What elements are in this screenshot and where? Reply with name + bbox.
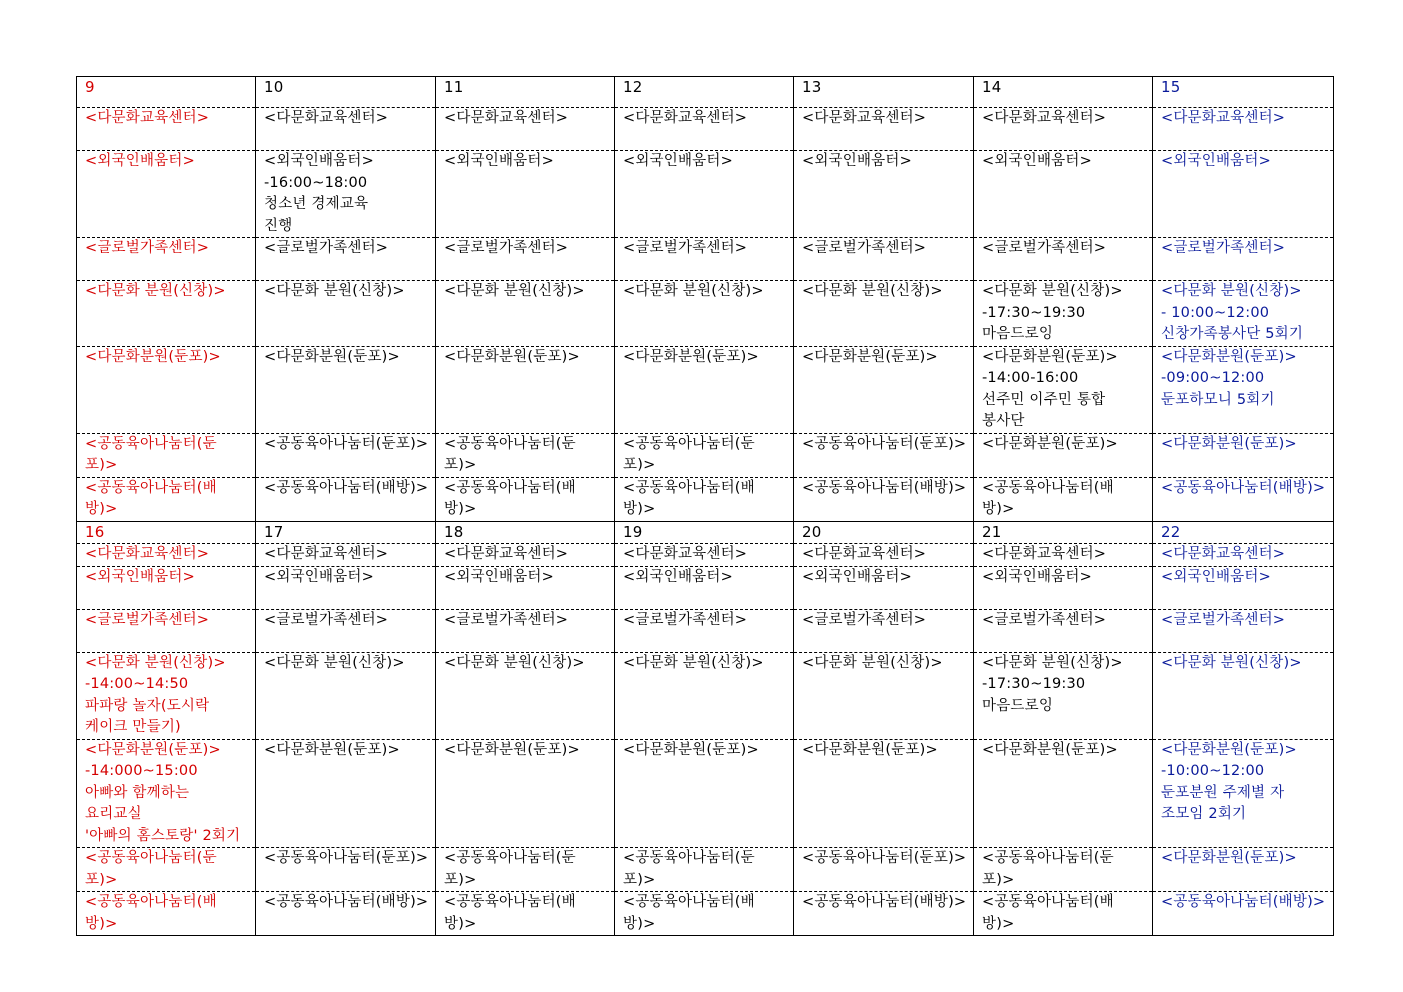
schedule-cell: <다문화 분원(신창)> — [256, 652, 436, 739]
day-number: 17 — [256, 521, 436, 544]
week-2-education-center-row — [77, 544, 1334, 567]
schedule-cell: <글로벌가족센터> — [1153, 238, 1334, 281]
schedule-cell: <다문화분원(둔포)> — [1153, 433, 1334, 477]
schedule-cell: <다문화교육센터> — [794, 544, 974, 567]
schedule-cell: <외국인배움터> — [1153, 566, 1334, 609]
schedule-cell: <다문화분원(둔포)> — [256, 739, 436, 848]
week-2-sinchang-branch-row — [77, 652, 1334, 739]
schedule-cell: <공동육아나눔터(둔포)> — [77, 433, 256, 477]
schedule-cell: <다문화 분원(신창)> — [77, 281, 256, 347]
day-number: 20 — [794, 521, 974, 544]
schedule-cell: <공동육아나눔터(둔포)> — [615, 848, 794, 892]
schedule-cell: <공동육아나눔터(둔포)> — [436, 433, 615, 477]
week-1-sinchang-branch-row — [77, 281, 1334, 347]
schedule-cell: <다문화분원(둔포)> — [615, 346, 794, 433]
schedule-cell: <다문화분원(둔포)> — [794, 739, 974, 848]
schedule-cell: <다문화교육센터> — [436, 108, 615, 151]
week-2-date-row — [77, 521, 1334, 544]
schedule-cell: <공동육아나눔터(둔포)> — [256, 848, 436, 892]
schedule-cell: <다문화교육센터> — [77, 108, 256, 151]
schedule-cell: <다문화 분원(신창)> — [256, 281, 436, 347]
schedule-cell: <다문화교육센터> — [77, 544, 256, 567]
week-1-childcare-dunpo-row — [77, 433, 1334, 477]
schedule-cell: <다문화교육센터> — [256, 544, 436, 567]
week-1-childcare-baebang-row — [77, 477, 1334, 521]
schedule-cell: <공동육아나눔터(둔포)> — [256, 433, 436, 477]
schedule-cell: <공동육아나눔터(둔포)> — [794, 848, 974, 892]
schedule-cell: <다문화교육센터> — [1153, 108, 1334, 151]
schedule-cell: <글로벌가족센터> — [77, 609, 256, 652]
schedule-cell: <공동육아나눔터(배방)> — [256, 477, 436, 521]
day-number: 10 — [256, 77, 436, 108]
day-number: 22 — [1153, 521, 1334, 544]
schedule-cell: <공동육아나눔터(배방)> — [974, 892, 1153, 936]
schedule-cell: <다문화 분원(신창)> — [794, 652, 974, 739]
schedule-cell: <다문화 분원(신창)> — [615, 281, 794, 347]
schedule-cell: <공동육아나눔터(둔포)> — [77, 848, 256, 892]
week-1-date-row — [77, 77, 1334, 108]
schedule-cell: <다문화분원(둔포)> -09:00~12:00 둔포하모니 5회기 — [1153, 346, 1334, 433]
day-number: 9 — [77, 77, 256, 108]
schedule-cell: <글로벌가족센터> — [436, 238, 615, 281]
schedule-cell: <다문화 분원(신창)> — [436, 281, 615, 347]
schedule-cell: <공동육아나눔터(배방)> — [77, 477, 256, 521]
schedule-cell: <다문화교육센터> — [436, 544, 615, 567]
schedule-cell: <공동육아나눔터(배방)> — [974, 477, 1153, 521]
schedule-cell: <다문화분원(둔포)> — [615, 739, 794, 848]
schedule-cell: <공동육아나눔터(배방)> — [794, 892, 974, 936]
calendar-table — [76, 76, 1334, 936]
schedule-cell: <외국인배움터> — [615, 566, 794, 609]
schedule-cell: <다문화교육센터> — [794, 108, 974, 151]
schedule-cell: <글로벌가족센터> — [436, 609, 615, 652]
schedule-cell: <다문화 분원(신창)> — [794, 281, 974, 347]
schedule-cell: <공동육아나눔터(배방)> — [615, 892, 794, 936]
schedule-cell: <다문화교육센터> — [1153, 544, 1334, 567]
schedule-cell: <다문화 분원(신창)> -14:00~14:50 파파랑 놀자(도시락 케이크 만들기) — [77, 652, 256, 739]
schedule-cell: <글로벌가족센터> — [256, 609, 436, 652]
week-1-global-family-center-row — [77, 238, 1334, 281]
day-number: 16 — [77, 521, 256, 544]
schedule-cell: <다문화분원(둔포)> -10:00~12:00 둔포분원 주제별 자 조모임 2회기 — [1153, 739, 1334, 848]
schedule-cell: <외국인배움터> — [77, 151, 256, 238]
schedule-cell: <다문화분원(둔포)> — [256, 346, 436, 433]
schedule-cell: <외국인배움터> — [256, 566, 436, 609]
schedule-cell: <공동육아나눔터(배방)> — [615, 477, 794, 521]
week-2-dunpo-branch-row — [77, 739, 1334, 848]
schedule-cell: <다문화교육센터> — [615, 544, 794, 567]
schedule-cell: <공동육아나눔터(배방)> — [256, 892, 436, 936]
schedule-cell: <글로벌가족센터> — [794, 238, 974, 281]
schedule-cell: <글로벌가족센터> — [974, 238, 1153, 281]
schedule-cell: <글로벌가족센터> — [1153, 609, 1334, 652]
calendar-body — [77, 77, 1334, 936]
schedule-cell: <공동육아나눔터(배방)> — [436, 477, 615, 521]
day-number: 18 — [436, 521, 615, 544]
day-number: 13 — [794, 77, 974, 108]
schedule-cell: <다문화분원(둔포)> — [794, 346, 974, 433]
day-number: 21 — [974, 521, 1153, 544]
week-1-dunpo-branch-row — [77, 346, 1334, 433]
schedule-cell: <글로벌가족센터> — [615, 238, 794, 281]
schedule-cell: <공동육아나눔터(둔포)> — [615, 433, 794, 477]
schedule-cell: <다문화분원(둔포)> -14:00-16:00 선주민 이주민 통합 봉사단 — [974, 346, 1153, 433]
schedule-cell: <공동육아나눔터(배방)> — [794, 477, 974, 521]
schedule-cell: <외국인배움터> -16:00~18:00 청소년 경제교육 진행 — [256, 151, 436, 238]
schedule-cell: <다문화교육센터> — [974, 108, 1153, 151]
schedule-cell: <글로벌가족센터> — [974, 609, 1153, 652]
schedule-cell: <글로벌가족센터> — [794, 609, 974, 652]
schedule-cell: <외국인배움터> — [77, 566, 256, 609]
week-1-foreigner-learning-row — [77, 151, 1334, 238]
schedule-cell: <외국인배움터> — [1153, 151, 1334, 238]
day-number: 11 — [436, 77, 615, 108]
week-2-foreigner-learning-row — [77, 566, 1334, 609]
schedule-cell: <외국인배움터> — [615, 151, 794, 238]
schedule-cell: <다문화 분원(신창)> — [436, 652, 615, 739]
schedule-cell: <다문화교육센터> — [256, 108, 436, 151]
day-number: 15 — [1153, 77, 1334, 108]
schedule-cell: <외국인배움터> — [436, 151, 615, 238]
week-2-childcare-dunpo-row — [77, 848, 1334, 892]
schedule-cell: <공동육아나눔터(배방)> — [1153, 477, 1334, 521]
schedule-cell: <다문화분원(둔포)> — [436, 739, 615, 848]
schedule-cell: <공동육아나눔터(배방)> — [77, 892, 256, 936]
schedule-cell: <다문화 분원(신창)> -17:30~19:30 마음드로잉 — [974, 652, 1153, 739]
schedule-cell: <글로벌가족센터> — [77, 238, 256, 281]
schedule-cell: <외국인배움터> — [436, 566, 615, 609]
schedule-cell: <글로벌가족센터> — [615, 609, 794, 652]
schedule-cell: <외국인배움터> — [974, 566, 1153, 609]
schedule-cell: <공동육아나눔터(배방)> — [436, 892, 615, 936]
schedule-cell: <다문화분원(둔포)> -14:000~15:00 아빠와 함께하는 요리교실 '아빠의 홈스토랑' 2회기 — [77, 739, 256, 848]
schedule-cell: <공동육아나눔터(둔포)> — [974, 848, 1153, 892]
schedule-cell: <다문화 분원(신창)> -17:30~19:30 마음드로잉 — [974, 281, 1153, 347]
schedule-cell: <다문화분원(둔포)> — [974, 433, 1153, 477]
schedule-cell: <공동육아나눔터(둔포)> — [794, 433, 974, 477]
week-2-childcare-baebang-row — [77, 892, 1334, 936]
schedule-cell: <다문화 분원(신창)> — [1153, 652, 1334, 739]
schedule-cell: <다문화교육센터> — [974, 544, 1153, 567]
schedule-cell: <외국인배움터> — [794, 566, 974, 609]
schedule-cell: <다문화 분원(신창)> - 10:00~12:00 신창가족봉사단 5회기 — [1153, 281, 1334, 347]
schedule-cell: <다문화분원(둔포)> — [974, 739, 1153, 848]
day-number: 14 — [974, 77, 1153, 108]
week-2-global-family-center-row — [77, 609, 1334, 652]
schedule-cell: <다문화교육센터> — [615, 108, 794, 151]
schedule-cell: <다문화분원(둔포)> — [1153, 848, 1334, 892]
schedule-cell: <외국인배움터> — [794, 151, 974, 238]
schedule-cell: <다문화분원(둔포)> — [436, 346, 615, 433]
schedule-cell: <다문화 분원(신창)> — [615, 652, 794, 739]
schedule-cell: <다문화분원(둔포)> — [77, 346, 256, 433]
day-number: 12 — [615, 77, 794, 108]
schedule-cell: <글로벌가족센터> — [256, 238, 436, 281]
schedule-cell: <공동육아나눔터(배방)> — [1153, 892, 1334, 936]
schedule-cell: <외국인배움터> — [974, 151, 1153, 238]
day-number: 19 — [615, 521, 794, 544]
schedule-cell: <공동육아나눔터(둔포)> — [436, 848, 615, 892]
week-1-education-center-row — [77, 108, 1334, 151]
